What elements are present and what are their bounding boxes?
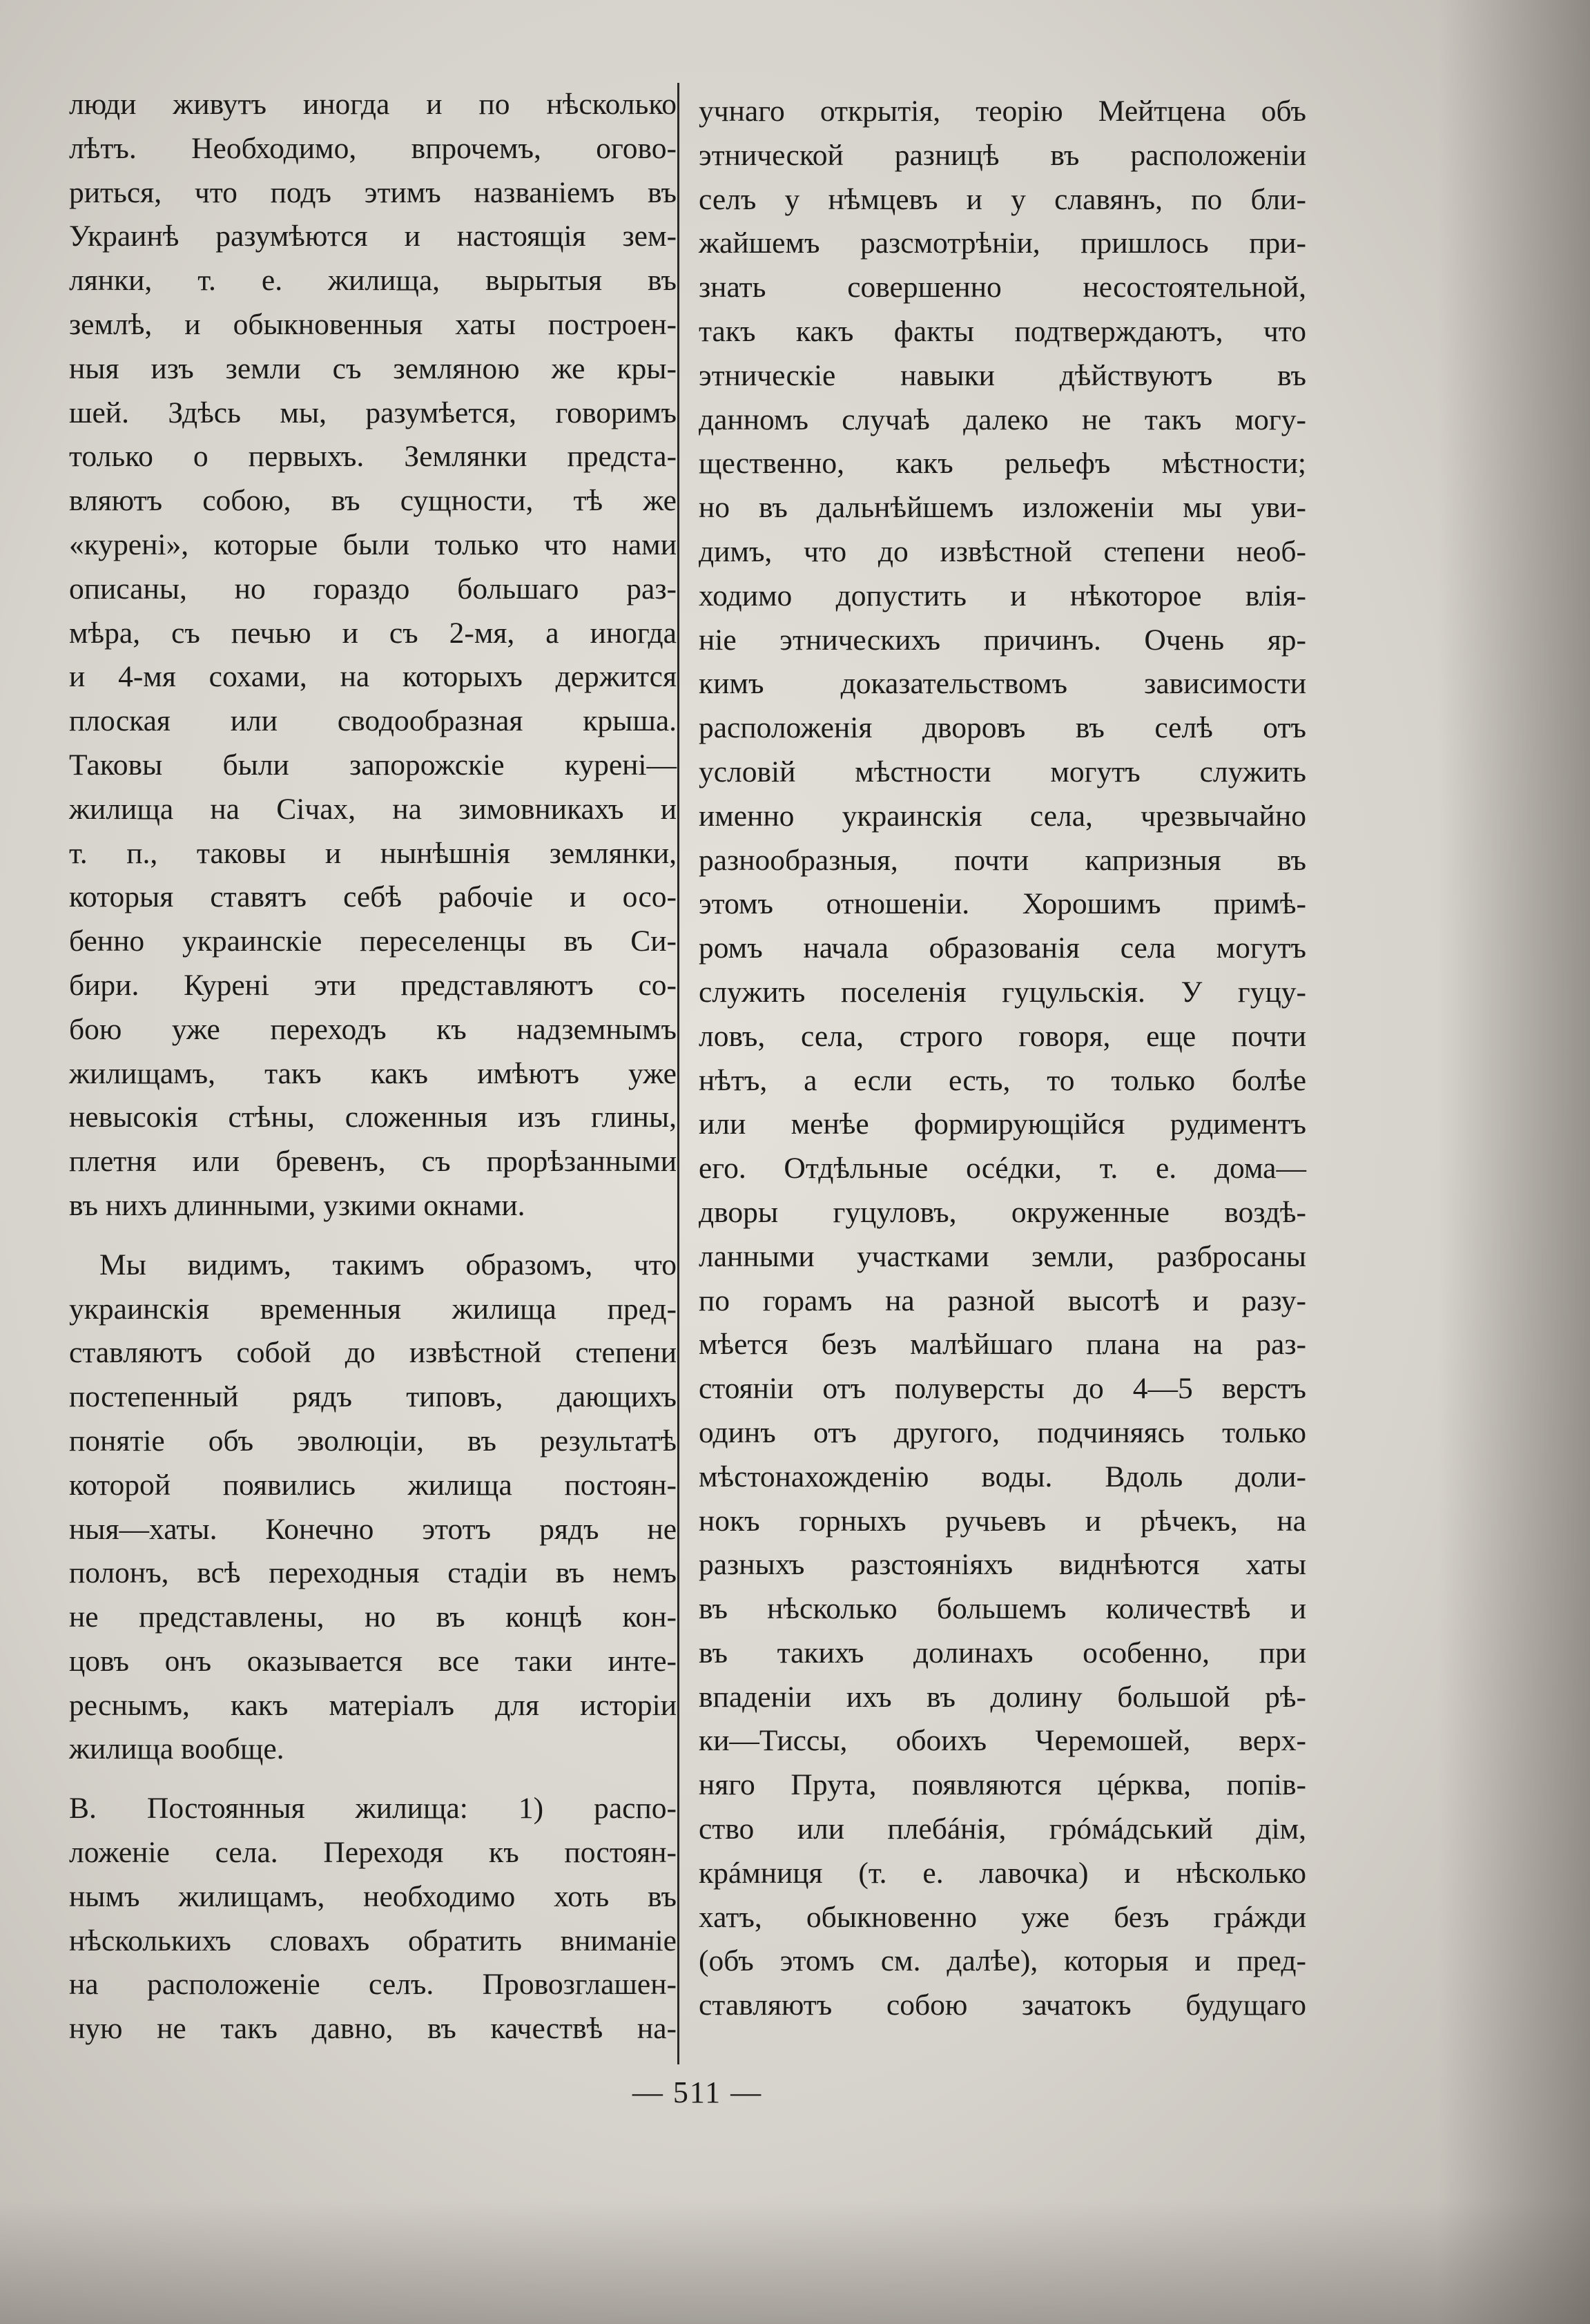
text-line: Таковы были запорожскіе курені— bbox=[69, 748, 677, 782]
text-line: учнаго открытія, теорію Мейтцена объ bbox=[699, 95, 1306, 128]
right-text-column bbox=[699, 90, 1306, 2028]
text-line: одинъ отъ другого, подчиняясь только bbox=[699, 1415, 1306, 1449]
text-line: нымъ жилищамъ, необходимо хоть въ bbox=[69, 1879, 677, 1913]
text-line: которыя ставятъ себѣ рабочіе и осо- bbox=[69, 880, 677, 914]
text-line: разныхъ разстояніяхъ виднѣются хаты bbox=[699, 1548, 1306, 1582]
text-line: люди живутъ иногда и по нѣсколько bbox=[69, 88, 677, 121]
text-line: стояніи отъ полуверсты до 4—5 верстъ bbox=[699, 1372, 1306, 1406]
page-edge-shadow-bottom bbox=[0, 2200, 1590, 2324]
text-line: селъ у нѣмцевъ и у славянъ, по бли- bbox=[699, 182, 1306, 216]
text-line: ложеніе села. Переходя къ постоян- bbox=[69, 1836, 677, 1870]
paragraph-gap bbox=[69, 1772, 677, 1787]
text-line: украинскія временныя жилища пред- bbox=[69, 1292, 677, 1326]
text-line: В. Постоянныя жилища: 1) распо- bbox=[69, 1792, 677, 1826]
text-line: ніе этническихъ причинъ. Очень яр- bbox=[699, 623, 1306, 657]
text-line: въ такихъ долинахъ особенно, при bbox=[699, 1636, 1306, 1669]
text-line: щественно, какъ рельефъ мѣстности; bbox=[699, 447, 1306, 481]
text-line: ланными участками земли, разбросаны bbox=[699, 1239, 1306, 1273]
page-edge-shadow-right bbox=[1438, 0, 1590, 2324]
text-line: этническіе навыки дѣйствуютъ въ bbox=[699, 358, 1306, 392]
text-line: именно украинскія села, чрезвычайно bbox=[699, 799, 1306, 833]
text-line: хатъ, обыкновенно уже безъ грáжди bbox=[699, 1900, 1306, 1934]
text-line: которой появились жилища постоян- bbox=[69, 1468, 677, 1502]
text-line: ромъ начала образованія села могутъ bbox=[699, 931, 1306, 965]
text-line: мѣра, съ печью и съ 2-мя, а иногда bbox=[69, 616, 677, 650]
text-line: постепенный рядъ типовъ, дающихъ bbox=[69, 1380, 677, 1414]
text-line: условій мѣстности могутъ служить bbox=[699, 755, 1306, 788]
text-line: или менѣе формирующійся рудиментъ bbox=[699, 1107, 1306, 1141]
text-line: его. Отдѣльные осéдки, т. е. дома— bbox=[699, 1152, 1306, 1185]
text-line: нѣтъ, а если есть, то только болѣе bbox=[699, 1063, 1306, 1097]
text-line: въ нихъ длинными, узкими окнами. bbox=[69, 1188, 525, 1222]
text-line: полонъ, всѣ переходныя стадіи въ немъ bbox=[69, 1556, 677, 1590]
text-line: и 4-мя сохами, на которыхъ держится bbox=[69, 660, 677, 694]
text-line: данномъ случаѣ далеко не такъ могу- bbox=[699, 403, 1306, 436]
text-line: на расположеніе селъ. Провозглашен- bbox=[69, 1968, 677, 2002]
text-line: мѣстонахожденію воды. Вдоль доли- bbox=[699, 1460, 1306, 1493]
text-line: понятіе объ эволюціи, въ результатѣ bbox=[69, 1424, 677, 1458]
text-line: мѣется безъ малѣйшаго плана на раз- bbox=[699, 1328, 1306, 1362]
paragraph-gap bbox=[69, 1228, 677, 1243]
text-line: жилищамъ, такъ какъ имѣютъ уже bbox=[69, 1056, 677, 1090]
text-line: впаденіи ихъ въ долину большой рѣ- bbox=[699, 1680, 1306, 1714]
text-line: димъ, что до извѣстной степени необ- bbox=[699, 534, 1306, 568]
text-line: служить поселенія гуцульскія. У гуцу- bbox=[699, 975, 1306, 1009]
text-line: ставляютъ собой до извѣстной степени bbox=[69, 1336, 677, 1370]
left-text-column bbox=[69, 83, 677, 2051]
text-line: но въ дальнѣйшемъ изложеніи мы уви- bbox=[699, 491, 1306, 525]
text-line: лянки, т. е. жилища, вырытыя въ bbox=[69, 264, 677, 298]
text-line: нокъ горныхъ ручьевъ и рѣчекъ, на bbox=[699, 1504, 1306, 1538]
text-line: ловъ, села, строго говоря, еще почти bbox=[699, 1019, 1306, 1053]
text-line: шей. Здѣсь мы, разумѣется, говоримъ bbox=[69, 396, 677, 429]
text-line: жайшемъ разсмотрѣніи, пришлось при- bbox=[699, 226, 1306, 260]
text-line: этнической разницѣ въ расположеніи bbox=[699, 138, 1306, 172]
text-line: жилища на Січах, на зимовникахъ и bbox=[69, 792, 677, 826]
text-line: Украинѣ разумѣются и настоящія зем- bbox=[69, 220, 677, 253]
text-line: цовъ онъ оказывается все таки инте- bbox=[69, 1644, 677, 1678]
text-line: крáмниця (т. е. лавочка) и нѣсколько bbox=[699, 1856, 1306, 1890]
text-line: только о первыхъ. Землянки предста- bbox=[69, 440, 677, 474]
text-line: кимъ доказательствомъ зависимости bbox=[699, 667, 1306, 701]
text-line: такъ какъ факты подтверждаютъ, что bbox=[699, 314, 1306, 348]
page-number: — 511 — bbox=[632, 2075, 763, 2109]
text-line: плетня или бревенъ, съ прорѣзанными bbox=[69, 1145, 677, 1179]
text-line: реснымъ, какъ матеріалъ для исторіи bbox=[69, 1688, 677, 1722]
text-line: няго Прута, появляются цéрква, попів- bbox=[699, 1768, 1306, 1802]
text-line: бири. Курені эти представляютъ со- bbox=[69, 968, 677, 1002]
text-line: вляютъ собою, въ сущности, тѣ же bbox=[69, 484, 677, 518]
text-line: въ нѣсколько большемъ количествѣ и bbox=[699, 1592, 1306, 1626]
text-line: ки—Тиссы, обоихъ Черемошей, верх- bbox=[699, 1724, 1306, 1758]
text-line: дворы гуцуловъ, окруженные воздѣ- bbox=[699, 1195, 1306, 1229]
text-line: (объ этомъ см. далѣе), которыя и пред- bbox=[699, 1944, 1306, 1978]
text-line: ство или плебáнія, грóмáдський дім, bbox=[699, 1812, 1306, 1846]
text-line: риться, что подъ этимъ названіемъ въ bbox=[69, 175, 677, 209]
text-line: разнообразныя, почти капризныя въ bbox=[699, 843, 1306, 877]
text-line: нѣсколькихъ словахъ обратить вниманіе bbox=[69, 1924, 677, 1957]
text-line: этомъ отношеніи. Хорошимъ примѣ- bbox=[699, 887, 1306, 921]
text-line: ную не такъ давно, въ качествѣ на- bbox=[69, 2012, 677, 2046]
text-line: плоская или сводообразная крыша. bbox=[69, 704, 677, 738]
text-line: ставляютъ собою зачатокъ будущаго bbox=[699, 1988, 1306, 2022]
text-line: лѣтъ. Необходимо, впрочемъ, огово- bbox=[69, 131, 677, 165]
text-line: по горамъ на разной высотѣ и разу- bbox=[699, 1284, 1306, 1317]
text-line: невысокія стѣны, сложенныя изъ глины, bbox=[69, 1101, 677, 1134]
text-line: описаны, но гораздо большаго раз- bbox=[69, 572, 677, 606]
text-line: знать совершенно несостоятельной, bbox=[699, 271, 1306, 304]
text-line: бою уже переходъ къ надземнымъ bbox=[69, 1012, 677, 1046]
text-line: бенно украинскіе переселенцы въ Си- bbox=[69, 924, 677, 958]
text-line: ходимо допустить и нѣкоторое влія- bbox=[699, 579, 1306, 612]
text-line: землѣ, и обыкновенныя хаты построен- bbox=[69, 307, 677, 341]
text-line: расположенія дворовъ въ селѣ отъ bbox=[699, 711, 1306, 745]
text-line: ныя изъ земли съ земляною же кры- bbox=[69, 351, 677, 385]
text-line: Мы видимъ, такимъ образомъ, что bbox=[99, 1248, 677, 1281]
text-line: жилища вообще. bbox=[69, 1732, 284, 1766]
text-line: т. п., таковы и нынѣшнія землянки, bbox=[69, 836, 677, 870]
column-divider-rule bbox=[677, 83, 679, 2064]
text-line: не представлены, но въ концѣ кон- bbox=[69, 1600, 677, 1634]
text-line: «курені», которые были только что нами bbox=[69, 527, 677, 561]
text-line: ныя—хаты. Конечно этотъ рядъ не bbox=[69, 1512, 677, 1546]
